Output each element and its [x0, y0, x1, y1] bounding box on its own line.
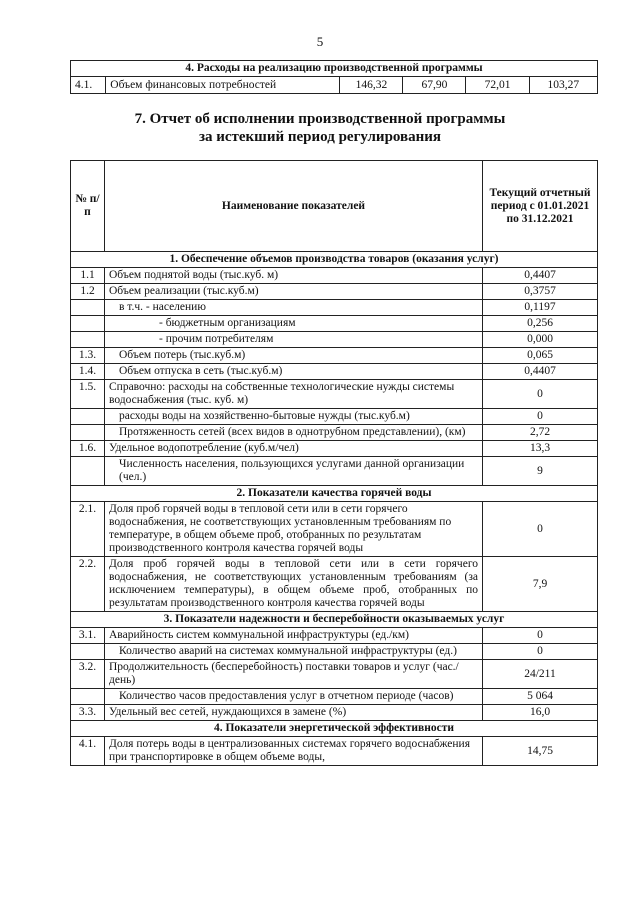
row-number: [71, 457, 105, 486]
row-value: 13,3: [483, 441, 598, 457]
row-value: 7,9: [483, 557, 598, 612]
row-number: 1.5.: [71, 380, 105, 409]
value-cell: 72,01: [466, 77, 529, 94]
table-row: [71, 689, 598, 705]
header-num: № п/п: [71, 161, 105, 252]
row-value: 0: [483, 628, 598, 644]
table-row: [71, 660, 598, 689]
table-row: [71, 77, 598, 94]
value-cell: 103,27: [529, 77, 597, 94]
row-number: [71, 644, 105, 660]
row-value: 0,4407: [483, 364, 598, 380]
table-row: [71, 348, 598, 364]
table-row: [71, 705, 598, 721]
report-title-line-2: за истекший период регулирования: [198, 129, 442, 145]
table-header: [71, 161, 598, 252]
section-title: 1. Обеспечение объемов производства товаров (оказания услуг): [71, 252, 598, 268]
section-title: 2. Показатели качества горячей воды: [71, 486, 598, 502]
row-number: 3.3.: [71, 705, 105, 721]
row-number: 1.1: [71, 268, 105, 284]
row-name: Аварийность систем коммунальной инфраструктуры (ед./км): [105, 628, 483, 644]
row-value: 5 064: [483, 689, 598, 705]
table-row: [71, 425, 598, 441]
row-name: Справочно: расходы на собственные технологические нужды системы водоснабжения (тыс. куб. м): [105, 380, 483, 409]
header-name: Наименование показателей: [105, 161, 483, 252]
row-number: [71, 332, 105, 348]
row-value: 0: [483, 502, 598, 557]
row-number: 2.2.: [71, 557, 105, 612]
table-row: [71, 628, 598, 644]
row-number: [71, 425, 105, 441]
table-row: [71, 409, 598, 425]
row-value: 0,000: [483, 332, 598, 348]
section-title: 4. Расходы на реализацию производственной программы: [71, 61, 598, 77]
row-name: Численность населения, пользующихся услугами данной организации (чел.): [105, 457, 483, 486]
value-cell: 146,32: [340, 77, 403, 94]
table-row: [71, 557, 598, 612]
section-row: [71, 612, 598, 628]
row-name: Доля проб горячей воды в тепловой сети или в сети горячего водоснабжения, не соответствующих установленным требованиям по температуре, в общем объеме проб, отобранных по результатам производственного контроля качества горячей воды: [105, 502, 483, 557]
row-number: 4.1.: [71, 77, 106, 94]
row-name: Удельное водопотребление (куб.м/чел): [105, 441, 483, 457]
table-row: [71, 364, 598, 380]
row-value: 14,75: [483, 737, 598, 766]
section-title: 3. Показатели надежности и бесперебойности оказываемых услуг: [71, 612, 598, 628]
row-number: 1.6.: [71, 441, 105, 457]
report-title-line-1: 7. Отчет об исполнении производственной программы: [134, 111, 506, 127]
row-name: в т.ч. - населению: [105, 300, 483, 316]
row-value: 0,256: [483, 316, 598, 332]
row-name: Доля проб горячей воды в тепловой сети или в сети горячего водоснабжения, не соответствующих установленным требованиям (за исключением температуры), в общем объеме проб, отобранных по результатам производственного контроля качества горячей воды: [105, 557, 483, 612]
table-row: [71, 644, 598, 660]
row-number: 2.1.: [71, 502, 105, 557]
row-name: Объем финансовых потребностей: [106, 77, 340, 94]
section-title: 4. Показатели энергетической эффективности: [71, 721, 598, 737]
table-row: [71, 441, 598, 457]
row-name: Удельный вес сетей, нуждающихся в замене (%): [105, 705, 483, 721]
row-value: 0,3757: [483, 284, 598, 300]
row-name: Количество аварий на системах коммунальной инфраструктуры (ед.): [105, 644, 483, 660]
row-name: Объем поднятой воды (тыс.куб. м): [105, 268, 483, 284]
row-number: [71, 409, 105, 425]
row-value: 0: [483, 380, 598, 409]
row-value: 0: [483, 409, 598, 425]
table-row: [71, 457, 598, 486]
row-value: 0,4407: [483, 268, 598, 284]
row-name: Объем потерь (тыс.куб.м): [105, 348, 483, 364]
section-row: [71, 721, 598, 737]
table-row: [71, 284, 598, 300]
row-number: 4.1.: [71, 737, 105, 766]
value-cell: 67,90: [403, 77, 466, 94]
row-number: [71, 300, 105, 316]
row-name: расходы воды на хозяйственно-бытовые нужды (тыс.куб.м): [105, 409, 483, 425]
row-value: 0,1197: [483, 300, 598, 316]
row-number: 1.4.: [71, 364, 105, 380]
row-value: 24/211: [483, 660, 598, 689]
row-number: 1.3.: [71, 348, 105, 364]
row-name: - бюджетным организациям: [105, 316, 483, 332]
table-row: [71, 300, 598, 316]
section-row: [71, 486, 598, 502]
report-title: [0, 110, 640, 146]
header-value: Текущий отчетный период с 01.01.2021 по 31.12.2021: [483, 161, 598, 252]
section-row: [71, 252, 598, 268]
row-name: Доля потерь воды в централизованных системах горячего водоснабжения при транспортировке в общем объеме воды,: [105, 737, 483, 766]
table-row: [71, 737, 598, 766]
table-row: [71, 332, 598, 348]
row-value: 16,0: [483, 705, 598, 721]
row-name: Протяженность сетей (всех видов в однотрубном представлении), (км): [105, 425, 483, 441]
row-value: 0,065: [483, 348, 598, 364]
financial-needs-table: [70, 60, 598, 94]
row-number: 1.2: [71, 284, 105, 300]
page-number: 5: [316, 34, 324, 49]
row-name: Объем отпуска в сеть (тыс.куб.м): [105, 364, 483, 380]
row-value: 9: [483, 457, 598, 486]
report-table: [70, 160, 598, 766]
row-number: 3.2.: [71, 660, 105, 689]
table-row: [71, 502, 598, 557]
table-row: [71, 268, 598, 284]
row-value: 2,72: [483, 425, 598, 441]
table-row: [71, 380, 598, 409]
row-name: - прочим потребителям: [105, 332, 483, 348]
row-number: 3.1.: [71, 628, 105, 644]
row-value: 0: [483, 644, 598, 660]
row-name: Объем реализации (тыс.куб.м): [105, 284, 483, 300]
row-name: Количество часов предоставления услуг в отчетном периоде (часов): [105, 689, 483, 705]
table-row: [71, 316, 598, 332]
row-number: [71, 316, 105, 332]
row-number: [71, 689, 105, 705]
row-name: Продолжительность (бесперебойность) поставки товаров и услуг (час./день): [105, 660, 483, 689]
